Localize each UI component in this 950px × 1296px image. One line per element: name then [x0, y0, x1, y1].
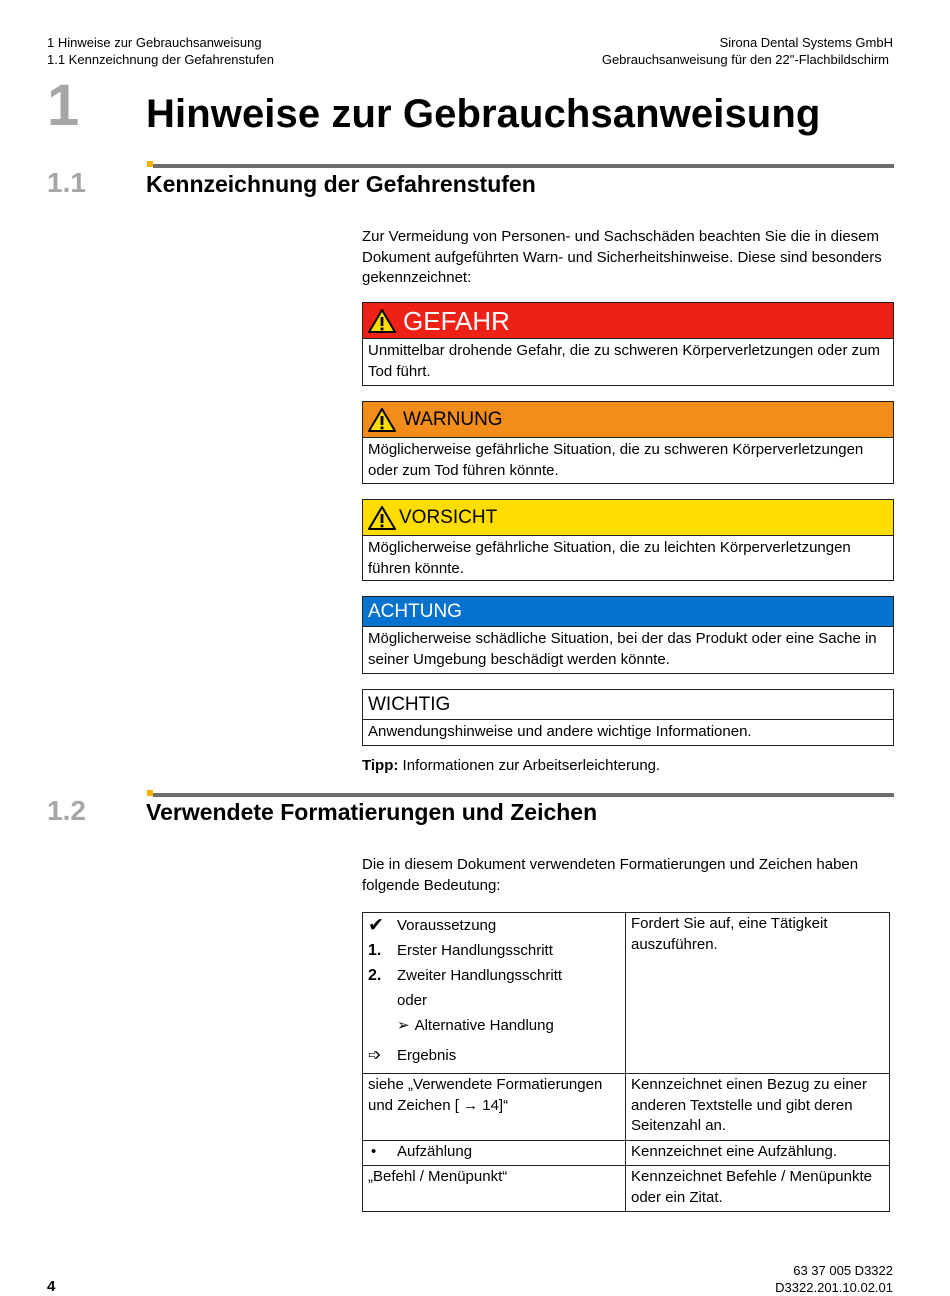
doc-id — [775, 1262, 893, 1296]
tip-line — [362, 756, 660, 777]
or-label: oder — [397, 992, 428, 1010]
table-row — [363, 1140, 890, 1166]
section-rule — [153, 164, 894, 168]
danger-header — [363, 303, 893, 339]
doc-number: 63 37 005 D3322 — [793, 1263, 893, 1278]
step-number: 2. — [368, 967, 382, 985]
result-arrow-icon: ➩ — [368, 1047, 382, 1065]
notice-label: ACHTUNG — [368, 600, 462, 622]
table-row — [363, 1074, 890, 1141]
section-title: Verwendete Formatierungen und Zeichen — [146, 799, 598, 825]
section-number: 1.2 — [47, 795, 86, 826]
table-cell-desc: Kennzeichnet Befehle / Menüpunkte oder ein Zitat. — [626, 1166, 890, 1212]
table-cell-command: „Befehl / Menüpunkt“ — [363, 1166, 626, 1212]
danger-text: Unmittelbar drohende Gefahr, die zu schweren Körperverletzungen oder zum Tod führt. — [368, 342, 880, 380]
table-cell-desc: Kennzeichnet eine Aufzählung. — [626, 1140, 890, 1166]
tip-text: Informationen zur Arbeitserleichterung. — [398, 757, 661, 774]
result-label: Ergebnis — [397, 1047, 457, 1065]
table-cell-symbols — [363, 913, 626, 1074]
section-intro: Die in diesem Dokument verwendeten Formatierungen und Zeichen haben folgende Bedeutung: — [362, 856, 859, 894]
arrowhead-icon: ➢ — [397, 1017, 410, 1035]
table-cell-desc: Kennzeichnet einen Bezug zu einer anderen Textstelle und gibt deren Seitenzahl an. — [626, 1074, 890, 1141]
danger-box — [362, 302, 894, 386]
page-number: 4 — [47, 1278, 56, 1295]
header-section: 1.1 Kennzeichnung der Gefahrenstufen — [47, 52, 274, 67]
tip-label: Tipp: — [362, 757, 399, 774]
warning-box — [362, 401, 894, 484]
alt-label: Alternative Handlung — [414, 1017, 554, 1035]
caution-box — [362, 499, 894, 581]
list-item — [368, 989, 621, 1014]
list-item — [368, 1014, 621, 1039]
notice-box — [362, 596, 894, 674]
notice-header — [363, 597, 893, 627]
important-text: Anwendungshinweise und andere wichtige Informationen. — [368, 723, 752, 740]
table-cell-bullet — [363, 1140, 626, 1166]
list-item — [368, 964, 621, 989]
warning-label: WARNUNG — [403, 408, 503, 430]
list-item — [368, 914, 621, 939]
step-label: Zweiter Handlungsschritt — [397, 967, 563, 985]
important-box — [362, 689, 894, 746]
bullet-label: Aufzählung — [397, 1142, 473, 1160]
bullet-icon: • — [371, 1142, 377, 1160]
table-cell-ref: siehe „Verwendete Formatierungen und Zeichen [ → 14]“ — [363, 1074, 626, 1141]
table-cell-desc: Fordert Sie auf, eine Tätigkeit auszuführen. — [626, 913, 890, 1074]
warning-triangle-icon — [367, 407, 397, 433]
chapter-title: Hinweise zur Gebrauchsanweisung — [146, 92, 821, 136]
header-chapter: 1 Hinweise zur Gebrauchsanweisung — [47, 35, 262, 50]
caution-header — [363, 500, 893, 536]
danger-label: GEFAHR — [403, 305, 510, 336]
warning-text: Möglicherweise gefährliche Situation, die zu schweren Körperverletzungen oder zum Tod führen könnte. — [368, 441, 864, 479]
step-number: 1. — [368, 942, 382, 960]
table-row — [363, 1166, 890, 1212]
important-header — [363, 690, 893, 720]
section-title: Kennzeichnung der Gefahrenstufen — [146, 171, 536, 197]
notice-text: Möglicherweise schädliche Situation, bei der das Produkt oder eine Sache in seiner Umgebung beschädigt werden könnte. — [368, 630, 877, 668]
checkmark-icon: ✔ — [368, 915, 384, 937]
doc-revision: D3322.201.10.02.01 — [775, 1280, 893, 1295]
running-header-left — [47, 34, 274, 68]
step-label: Erster Handlungsschritt — [397, 942, 553, 960]
important-label: WICHTIG — [368, 693, 451, 715]
prereq-label: Voraussetzung — [397, 917, 497, 935]
chapter-number: 1 — [47, 73, 80, 138]
header-company: Sirona Dental Systems GmbH — [719, 35, 893, 50]
warning-triangle-icon — [367, 308, 397, 334]
list-item — [368, 939, 621, 964]
warning-triangle-icon — [367, 505, 397, 531]
list-item — [368, 1044, 621, 1069]
running-header-right — [602, 34, 893, 68]
formatting-table — [362, 912, 890, 1212]
table-row — [363, 913, 890, 1074]
header-doc-title: Gebrauchsanweisung für den 22"-Flachbildschirm — [601, 52, 889, 67]
section-intro: Zur Vermeidung von Personen- und Sachschäden beachten Sie die in diesem Dokument aufgeführten Warn- und Sicherheitshinweise. Diese sind besonders gekennzeichnet: — [362, 228, 882, 286]
warning-header — [363, 402, 893, 438]
caution-label: VORSICHT — [399, 506, 498, 528]
section-number: 1.1 — [47, 167, 86, 198]
caution-text: Möglicherweise gefährliche Situation, die zu leichten Körperverletzungen führen könnte. — [368, 539, 851, 577]
